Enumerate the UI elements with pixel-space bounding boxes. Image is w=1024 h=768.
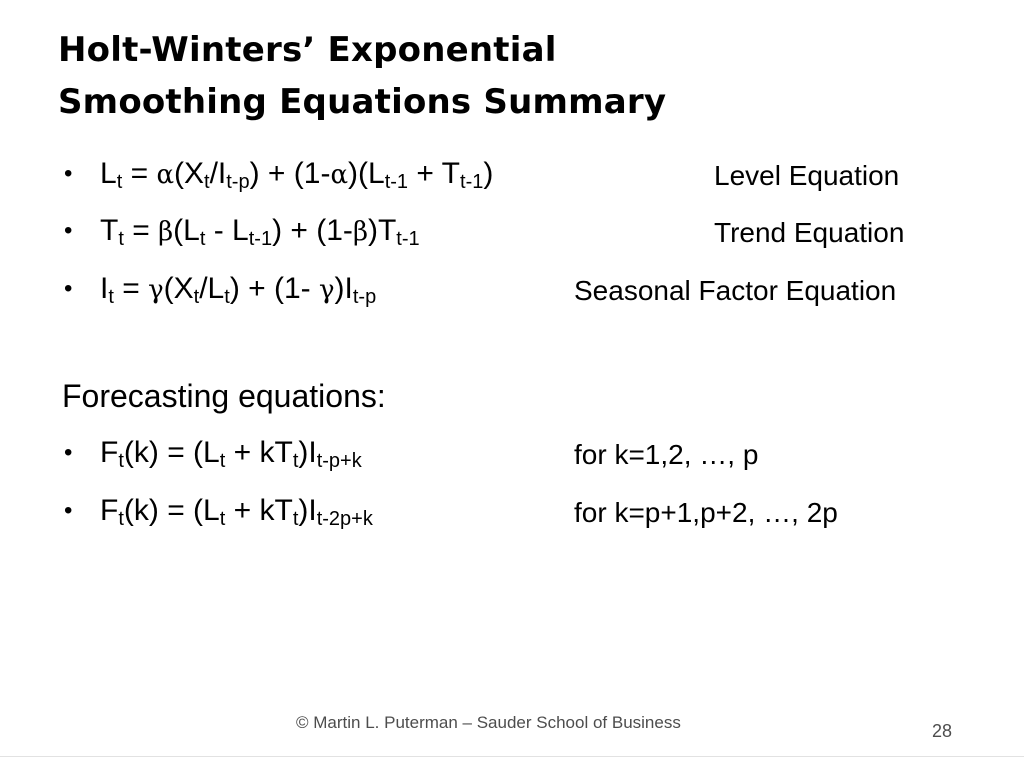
title-line-2: Smoothing Equations Summary <box>58 82 667 122</box>
slide-title <box>58 24 998 128</box>
seasonal-equation-formula: $I_t = \gamma(X_t/L_t) + (1-$ $\gamma)I_{t-p}$ <box>100 272 377 308</box>
title-line-1: Holt-Winters’ Exponential <box>58 30 557 70</box>
level-equation-formula: $L_t = \alpha(X_t/I_{t-p}) + (1-\alpha)(L_{t-1} + T_{t-1})$ <box>100 157 494 193</box>
bottom-divider <box>0 756 1024 757</box>
forecast-condition-2: for k=p+1,p+2, …, 2p <box>574 497 838 528</box>
footer-copyright: © Martin L. Puterman – Sauder School of Business <box>296 713 681 732</box>
level-equation-label: Level Equation <box>714 160 900 191</box>
bullet: • <box>64 497 73 524</box>
bullet: • <box>64 160 73 187</box>
level-equation <box>64 152 964 196</box>
trend-equation <box>64 209 964 253</box>
forecasting-heading: Forecasting equations: <box>62 378 386 414</box>
forecast-equation-2 <box>64 489 964 533</box>
bullet: • <box>64 275 73 302</box>
seasonal-equation <box>64 267 964 311</box>
forecast-formula-1: $F_t(k) = (L_t + kT_t)I_{t-p+k}$ <box>100 436 362 472</box>
trend-equation-label: Trend Equation <box>714 217 905 248</box>
bullet: • <box>64 217 73 244</box>
forecast-condition-1: for k=1,2, …, p <box>574 439 759 470</box>
forecast-formula-2: $F_t(k) = (L_t + kT_t)I_{t-2p+k}$ <box>100 494 373 530</box>
bullet: • <box>64 439 73 466</box>
trend-equation-formula: $T_t = \beta(L_t - L_{t-1}) + (1-\beta)T_{t-1}$ <box>100 214 420 250</box>
seasonal-equation-label: Seasonal Factor Equation <box>574 275 897 306</box>
forecast-equation-1 <box>64 431 964 475</box>
page-number: 28 <box>932 721 953 741</box>
